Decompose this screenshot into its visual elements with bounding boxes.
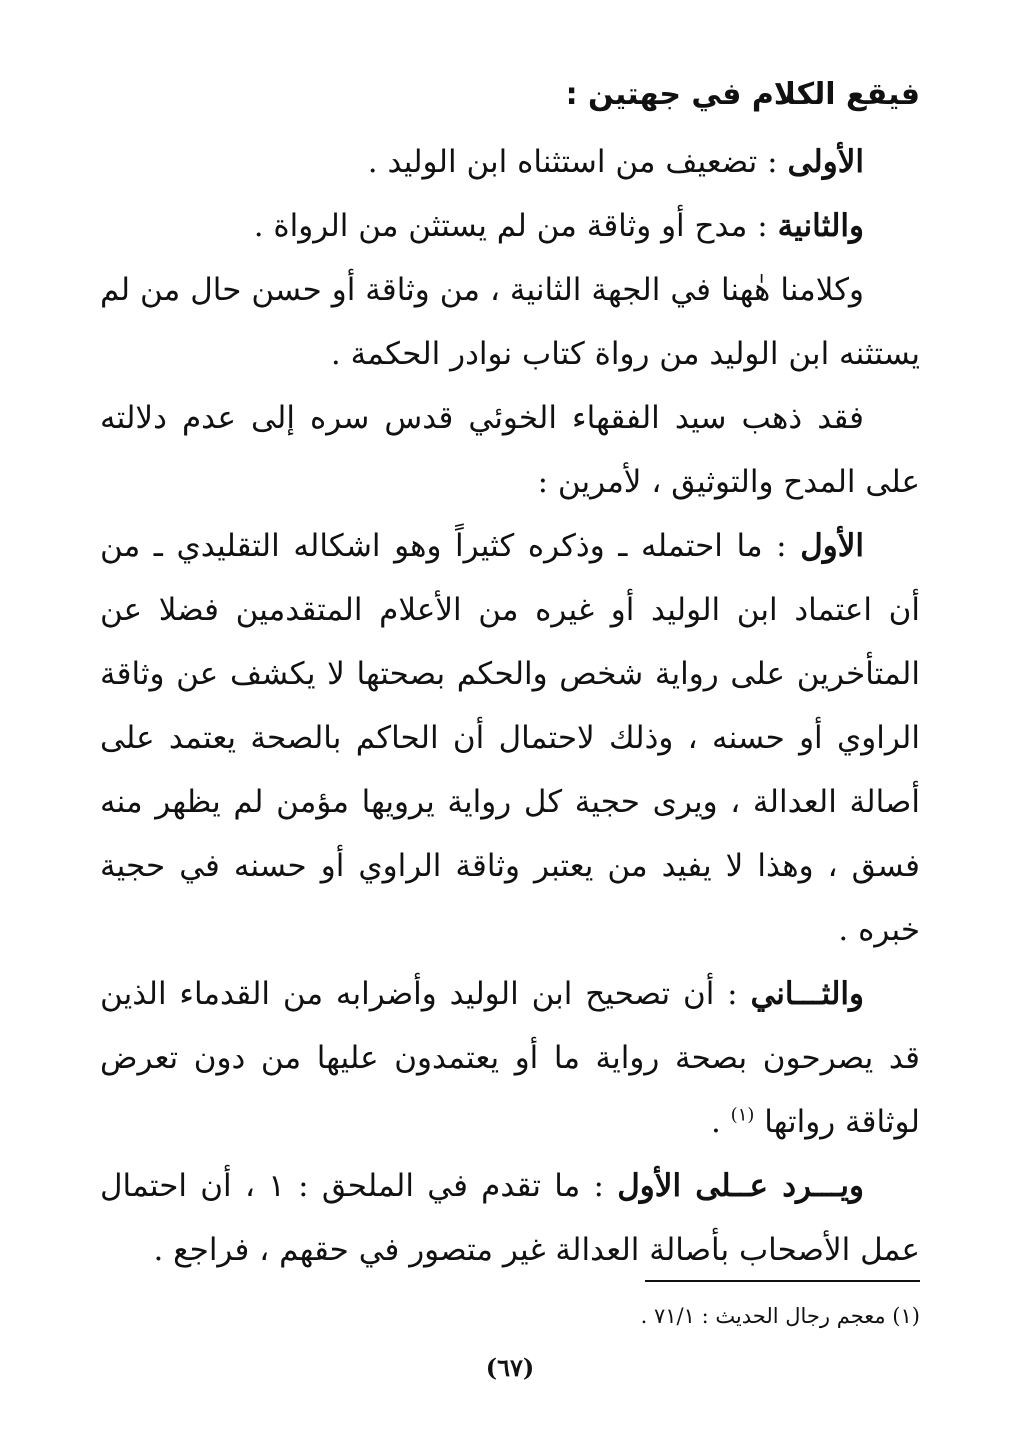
paragraph-scope: وكلامنا هٰهنا في الجهة الثانية ، من وثاقة أو حسن حال من لم يستثنه ابن الوليد من رواة كتاب نوادر الحكمة . bbox=[100, 272, 920, 372]
footnote: (١) معجم رجال الحديث : ٧١/١ . bbox=[640, 1304, 920, 1328]
second-reason-end: . bbox=[710, 1104, 731, 1140]
footnote-marker[interactable]: (١) bbox=[730, 1104, 755, 1126]
point-first bbox=[100, 130, 920, 194]
point-first-label: الأولى bbox=[787, 144, 864, 180]
rebuttal-label: ويـــرد عــلى الأول bbox=[617, 1168, 865, 1204]
first-reason-label: الأول bbox=[800, 528, 864, 564]
section-heading: فيقع الكلام في جهتين : bbox=[565, 77, 920, 112]
second-reason-label: والثـــاني bbox=[750, 976, 864, 1012]
point-second-label: والثانية bbox=[777, 208, 864, 244]
point-second bbox=[100, 194, 920, 258]
point-second-text: : مدح أو وثاقة من لم يستثن من الرواة . bbox=[253, 208, 778, 244]
footnote-divider bbox=[645, 1280, 920, 1282]
paragraph-khoei-view: فقد ذهب سيد الفقهاء الخوئي قدس سره إلى عدم دلالته على المدح والتوثيق ، لأمرين : bbox=[100, 400, 920, 500]
page-number: (٦٧) bbox=[485, 1353, 535, 1382]
second-reason-text: : أن تصحيح ابن الوليد وأضرابه من القدماء الذين قد يصرحون بصحة رواية ما أو يعتمدون عليها من دون تعرض لوثاقة رواتها bbox=[100, 976, 920, 1140]
first-reason-text: : ما احتمله ـ وذكره كثيراً وهو اشكاله التقليدي ـ من أن اعتماد ابن الوليد أو غيره من الأعلام المتقدمين فضلا عن المتأخرين على رواية شخص والحكم بصحتها لا يكشف عن وثاقة الراوي أو حسنه ، وذلك لاحتمال أن الحاكم بالصحة يعتمد على أصالة العدالة ، ويرى حجية كل رواية يرويها مؤمن لم يظهر منه فسق ، وهذا لا يفيد من يعتبر وثاقة الراوي أو حسنه في حجية خبره . bbox=[100, 528, 920, 948]
document-page bbox=[100, 60, 920, 1382]
rebuttal-text: : ما تقدم في الملحق : ١ ، أن احتمال عمل الأصحاب بأصالة العدالة غير متصور في حقهم ، فراجع . bbox=[100, 1168, 920, 1268]
paragraph-second-reason bbox=[100, 962, 920, 1154]
paragraph-rebuttal bbox=[100, 1154, 920, 1282]
paragraph-first-reason bbox=[100, 514, 920, 962]
point-first-text: : تضعيف من استثناه ابن الوليد . bbox=[367, 144, 788, 180]
